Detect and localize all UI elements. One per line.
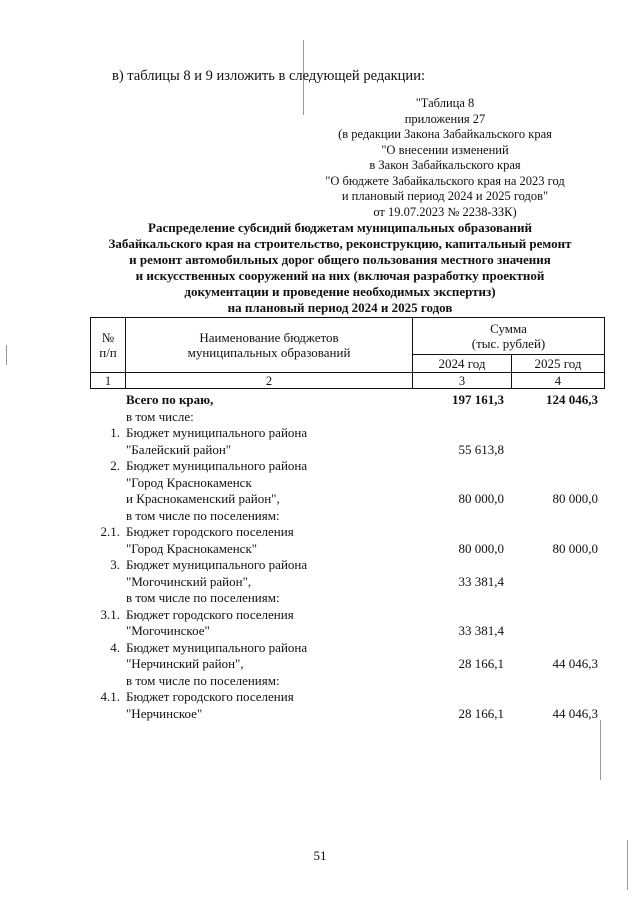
row-number: 1. <box>110 425 120 440</box>
table-row <box>90 409 600 426</box>
row-name <box>124 524 410 557</box>
table-row <box>90 425 600 458</box>
row-name-line: и Краснокаменский район", <box>126 491 280 506</box>
header-name-line1: Наименование бюджетов <box>199 330 339 345</box>
table-body <box>90 392 600 722</box>
row-number: 4. <box>110 639 120 655</box>
row-name <box>124 458 410 524</box>
amendment-intro: в) таблицы 8 и 9 изложить в следующей редакции: <box>112 68 425 84</box>
value-2025: 80 000,0 <box>552 491 598 506</box>
header-sum-line1: Сумма <box>490 321 527 336</box>
row-name-line: Бюджет муниципального района <box>126 458 308 473</box>
scan-mark <box>6 345 7 365</box>
value-2024: 80 000,0 <box>458 491 504 506</box>
value-2025: 44 046,3 <box>552 705 598 721</box>
row-name-line: в том числе по поселениям: <box>126 672 280 688</box>
reference-line: "Таблица 8 <box>415 96 475 110</box>
value-2024: 28 166,1 <box>458 656 504 671</box>
reference-line: от 19.07.2023 № 2238-ЗЗК) <box>373 204 517 219</box>
header-year-2024: 2024 год <box>413 355 512 373</box>
value-2024: 33 381,4 <box>458 573 504 589</box>
header-sum <box>413 318 605 355</box>
header-year-2025: 2025 год <box>512 355 605 373</box>
page-number: 51 <box>313 848 327 863</box>
scan-mark <box>600 720 601 780</box>
value-2025: 124 046,3 <box>546 392 598 407</box>
row-name-line: "Балейский район" <box>126 441 232 457</box>
row-name-line: Бюджет муниципального района <box>126 425 308 440</box>
title-line: Забайкальского края на строительство, реконструкцию, капитальный ремонт <box>108 236 572 251</box>
title-line: и ремонт автомобильных дорог общего пользования местного значения <box>129 252 551 267</box>
header-sum-line2: (тыс. рублей) <box>471 336 546 351</box>
title-line: документации и проведение необходимых экспертиз) <box>184 284 496 299</box>
column-number-1: 1 <box>91 373 126 389</box>
header-number-line1: № <box>101 330 115 345</box>
title-line: Распределение субсидий бюджетам муниципальных образований <box>148 220 532 235</box>
row-name-line: "Нерчинское" <box>126 705 203 721</box>
reference-line: (в редакции Закона Забайкальского края <box>338 127 552 141</box>
value-2025: 80 000,0 <box>552 540 598 556</box>
row-name <box>124 409 410 426</box>
row-name-line: Бюджет городского поселения <box>126 689 294 704</box>
row-name <box>124 607 410 640</box>
row-number: 3. <box>110 557 120 572</box>
header-name-line2: муниципальных образований <box>187 345 351 360</box>
row-name-line: "Город Краснокаменск <box>126 474 252 490</box>
row-name-line: "Город Краснокаменск" <box>126 540 258 556</box>
reference-line: и плановый период 2024 и 2025 годов" <box>341 189 549 203</box>
reference-line: "О внесении изменений <box>381 142 509 157</box>
row-name <box>124 689 410 722</box>
title-line: на плановый период 2024 и 2025 годов <box>227 300 453 315</box>
table-header <box>90 317 605 389</box>
table-row <box>90 392 600 409</box>
table-row <box>90 458 600 524</box>
value-2025 <box>508 557 600 574</box>
table-row <box>90 557 600 607</box>
column-number-3: 3 <box>413 373 512 389</box>
value-2025 <box>508 607 600 624</box>
row-name-line: в том числе по поселениям: <box>126 590 280 605</box>
table-row <box>90 524 600 557</box>
reference-line: "О бюджете Забайкальского края на 2023 год <box>325 173 565 188</box>
row-name-line: в том числе: <box>126 408 194 424</box>
table-row <box>90 689 600 722</box>
value-2024: 80 000,0 <box>458 540 504 556</box>
row-name-line: Всего по краю, <box>126 392 214 407</box>
table-row <box>90 640 600 690</box>
row-name-line: Бюджет городского поселения <box>126 524 294 539</box>
value-2025 <box>508 425 600 442</box>
reference-line: в Закон Забайкальского края <box>369 158 521 172</box>
row-number: 2. <box>110 458 120 473</box>
scan-mark <box>627 840 628 890</box>
row-name-line: в том числе по поселениям: <box>126 507 280 523</box>
value-2025: 44 046,3 <box>552 656 598 671</box>
row-name-line: "Могочинское" <box>126 623 210 638</box>
row-name <box>124 640 410 690</box>
table-reference <box>300 96 590 220</box>
row-number: 3.1. <box>100 606 120 622</box>
row-name-line: "Нерчинский район", <box>126 656 244 671</box>
value-2024: 55 613,8 <box>458 441 504 457</box>
value-2024: 33 381,4 <box>458 623 504 638</box>
row-number: 2.1. <box>100 524 120 539</box>
row-name-line: Бюджет городского поселения <box>126 606 294 622</box>
row-name-line: "Могочинский район", <box>126 573 252 589</box>
row-name <box>124 557 410 607</box>
header-number <box>91 318 126 373</box>
row-name <box>124 425 410 458</box>
table-row <box>90 607 600 640</box>
column-number-4: 4 <box>512 373 605 389</box>
row-name <box>124 392 410 409</box>
document-title <box>80 220 600 316</box>
value-2024: 197 161,3 <box>452 392 504 407</box>
header-name <box>126 318 413 373</box>
row-number: 4.1. <box>100 689 120 704</box>
header-number-line2: п/п <box>99 345 117 360</box>
reference-line: приложения 27 <box>404 111 486 126</box>
value-2024: 28 166,1 <box>458 705 504 721</box>
row-name-line: Бюджет муниципального района <box>126 557 308 572</box>
title-line: и искусственных сооружений на них (включая разработку проектной <box>135 268 545 283</box>
row-name-line: Бюджет муниципального района <box>126 639 308 655</box>
column-number-2: 2 <box>126 373 413 389</box>
